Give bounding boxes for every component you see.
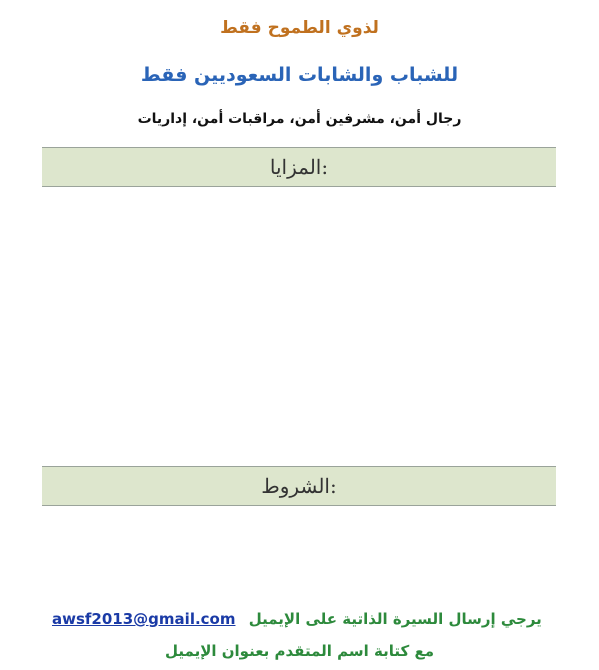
conditions-heading: الشروط: bbox=[261, 474, 337, 498]
apply-note: مع كتابة اسم المتقدم بعنوان الإيميل bbox=[165, 642, 434, 660]
benefits-heading: المزايا: bbox=[269, 155, 329, 179]
apply-instruction: يرجي إرسال السيرة الذاتية على الإيميل bbox=[248, 610, 542, 628]
job-roles-line: رجال أمن، مشرفين أمن، مراقبات أمن، إداريات bbox=[137, 111, 462, 127]
email-link[interactable]: awsf2013@gmail.com bbox=[52, 610, 236, 628]
conditions-heading-bar bbox=[42, 466, 556, 506]
apply-instruction-line bbox=[52, 610, 542, 628]
audience-heading: للشباب والشابات السعوديين فقط bbox=[140, 64, 459, 86]
target-audience-tagline: لذوي الطموح فقط bbox=[220, 18, 379, 38]
benefits-heading-bar bbox=[42, 147, 556, 187]
